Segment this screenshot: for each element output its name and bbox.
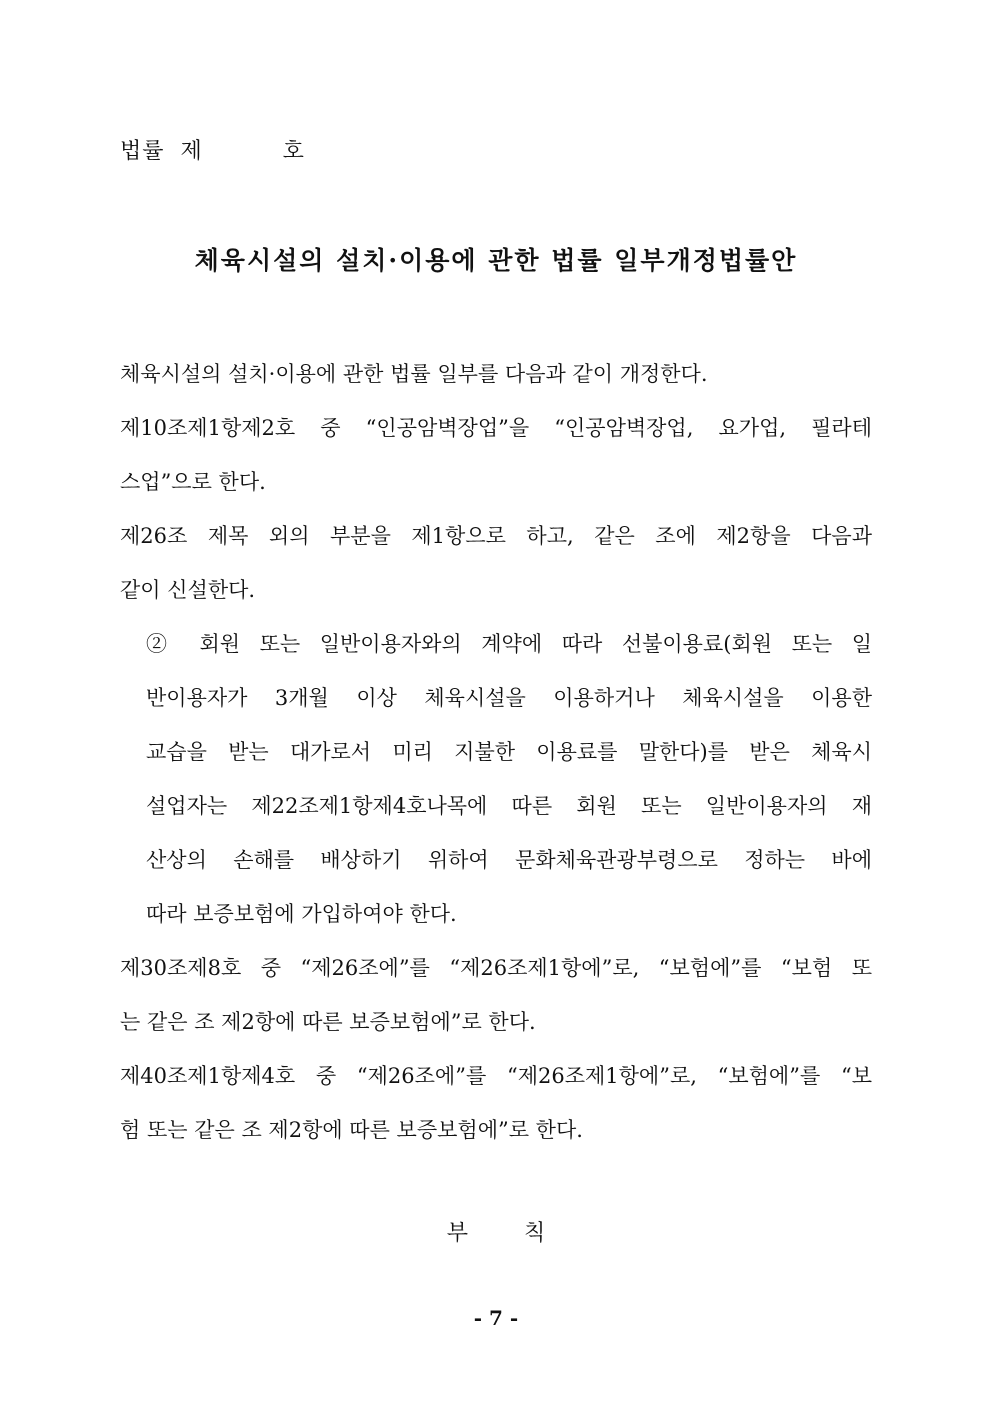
amendment-line-article40: 제40조제1항제4호 중 “제26조에”를 “제26조제1항에”로, “보험에”를 “보 — [120, 1064, 872, 1088]
new-paragraph-line: 반이용자가 3개월 이상 체육시설을 이용하거나 체육시설을 이용한 — [146, 686, 872, 710]
new-paragraph-line: 설업자는 제22조제1항제4호나목에 따른 회원 또는 일반이용자의 재 — [146, 794, 872, 818]
amendment-line-article10-cont: 스업”으로 한다. — [120, 470, 266, 494]
amendment-line-article10: 제10조제1항제2호 중 “인공암벽장업”을 “인공암벽장업, 요가업, 필라테 — [120, 416, 872, 440]
bill-title: 체육시설의 설치·이용에 관한 법률 일부개정법률안 — [194, 246, 798, 275]
addendum-heading: 부 칙 — [446, 1221, 546, 1246]
amendment-line-article30: 제30조제8호 중 “제26조에”를 “제26조제1항에”로, “보험에”를 “보험 또 — [120, 956, 872, 980]
amendment-line-article30-cont: 는 같은 조 제2항에 따른 보증보험에”로 한다. — [120, 1010, 536, 1034]
amendment-intro: 체육시설의 설치·이용에 관한 법률 일부를 다음과 같이 개정한다. — [120, 362, 708, 386]
new-paragraph-line: 교습을 받는 대가로서 미리 지불한 이용료를 말한다)를 받은 체육시 — [146, 740, 872, 764]
bill-body — [120, 352, 872, 1162]
amendment-line-article40-cont: 험 또는 같은 조 제2항에 따른 보증보험에”로 한다. — [120, 1118, 583, 1142]
new-paragraph-line: ② 회원 또는 일반이용자와의 계약에 따라 선불이용료(회원 또는 일 — [146, 632, 872, 656]
amendment-line-article26-cont: 같이 신설한다. — [120, 578, 256, 602]
page-number: - 7 - — [473, 1306, 519, 1330]
law-number: 법률 제 호 — [120, 139, 305, 164]
amendment-line-article26: 제26조 제목 외의 부분을 제1항으로 하고, 같은 조에 제2항을 다음과 — [120, 524, 872, 548]
new-paragraph-line: 따라 보증보험에 가입하여야 한다. — [146, 902, 457, 926]
new-paragraph-line: 산상의 손해를 배상하기 위하여 문화체육관광부령으로 정하는 바에 — [146, 848, 872, 872]
